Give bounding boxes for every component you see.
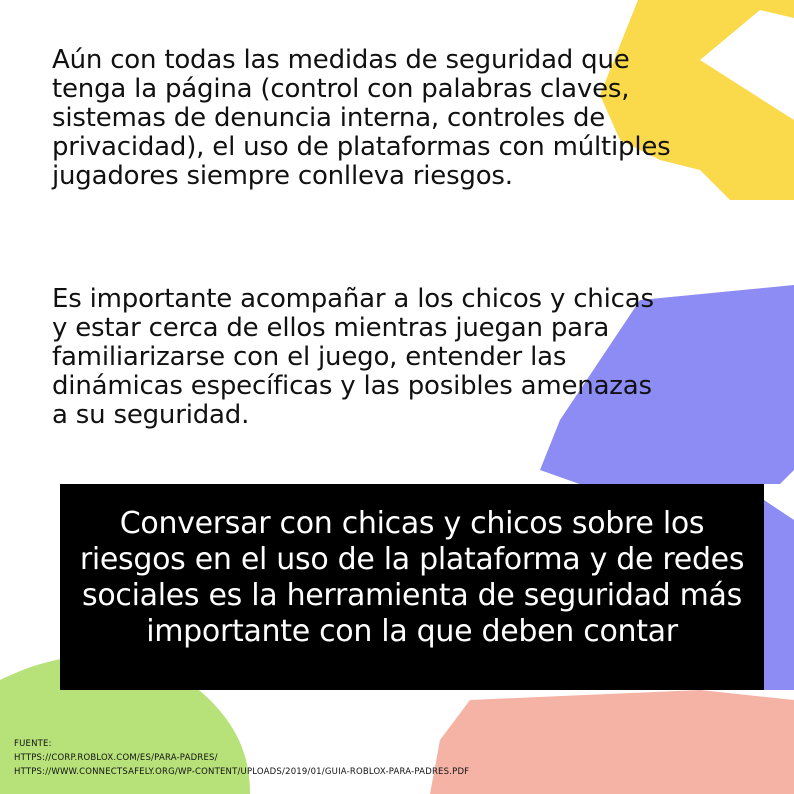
- periwinkle-shape-lower: [764, 500, 794, 690]
- source-url: HTTPS://CORP.ROBLOX.COM/ES/PARA-PADRES/: [14, 753, 218, 763]
- paragraph-accompany: Es importante acompañar a los chicos y chicas y estar cerca de ellos mientras juegan para familiarizarse con el juego, entender las dinámicas específicas y las posibles amenazas a su seguridad.: [52, 284, 654, 430]
- source-block: [14, 737, 469, 779]
- source-url: HTTPS://WWW.CONNECTSAFELY.ORG/WP-CONTENT/UPLOADS/2019/01/GUIA-ROBLOX-PARA-PADRES.PDF: [14, 767, 470, 777]
- paragraph-risks: Aún con todas las medidas de seguridad que tenga la página (control con palabras claves, sistemas de denuncia interna, controles de privacidad), el uso de plataformas con múltiples jugadores siempre conlleva riesgos.: [52, 45, 671, 191]
- source-label: FUENTE:: [14, 739, 52, 749]
- callout-text: Conversar con chicas y chicos sobre los riesgos en el uso de la plataforma y de redes sociales es la herramienta de seguridad más importante con la que deben contar: [79, 506, 745, 649]
- callout-box: [60, 484, 764, 690]
- salmon-shape: [430, 690, 794, 794]
